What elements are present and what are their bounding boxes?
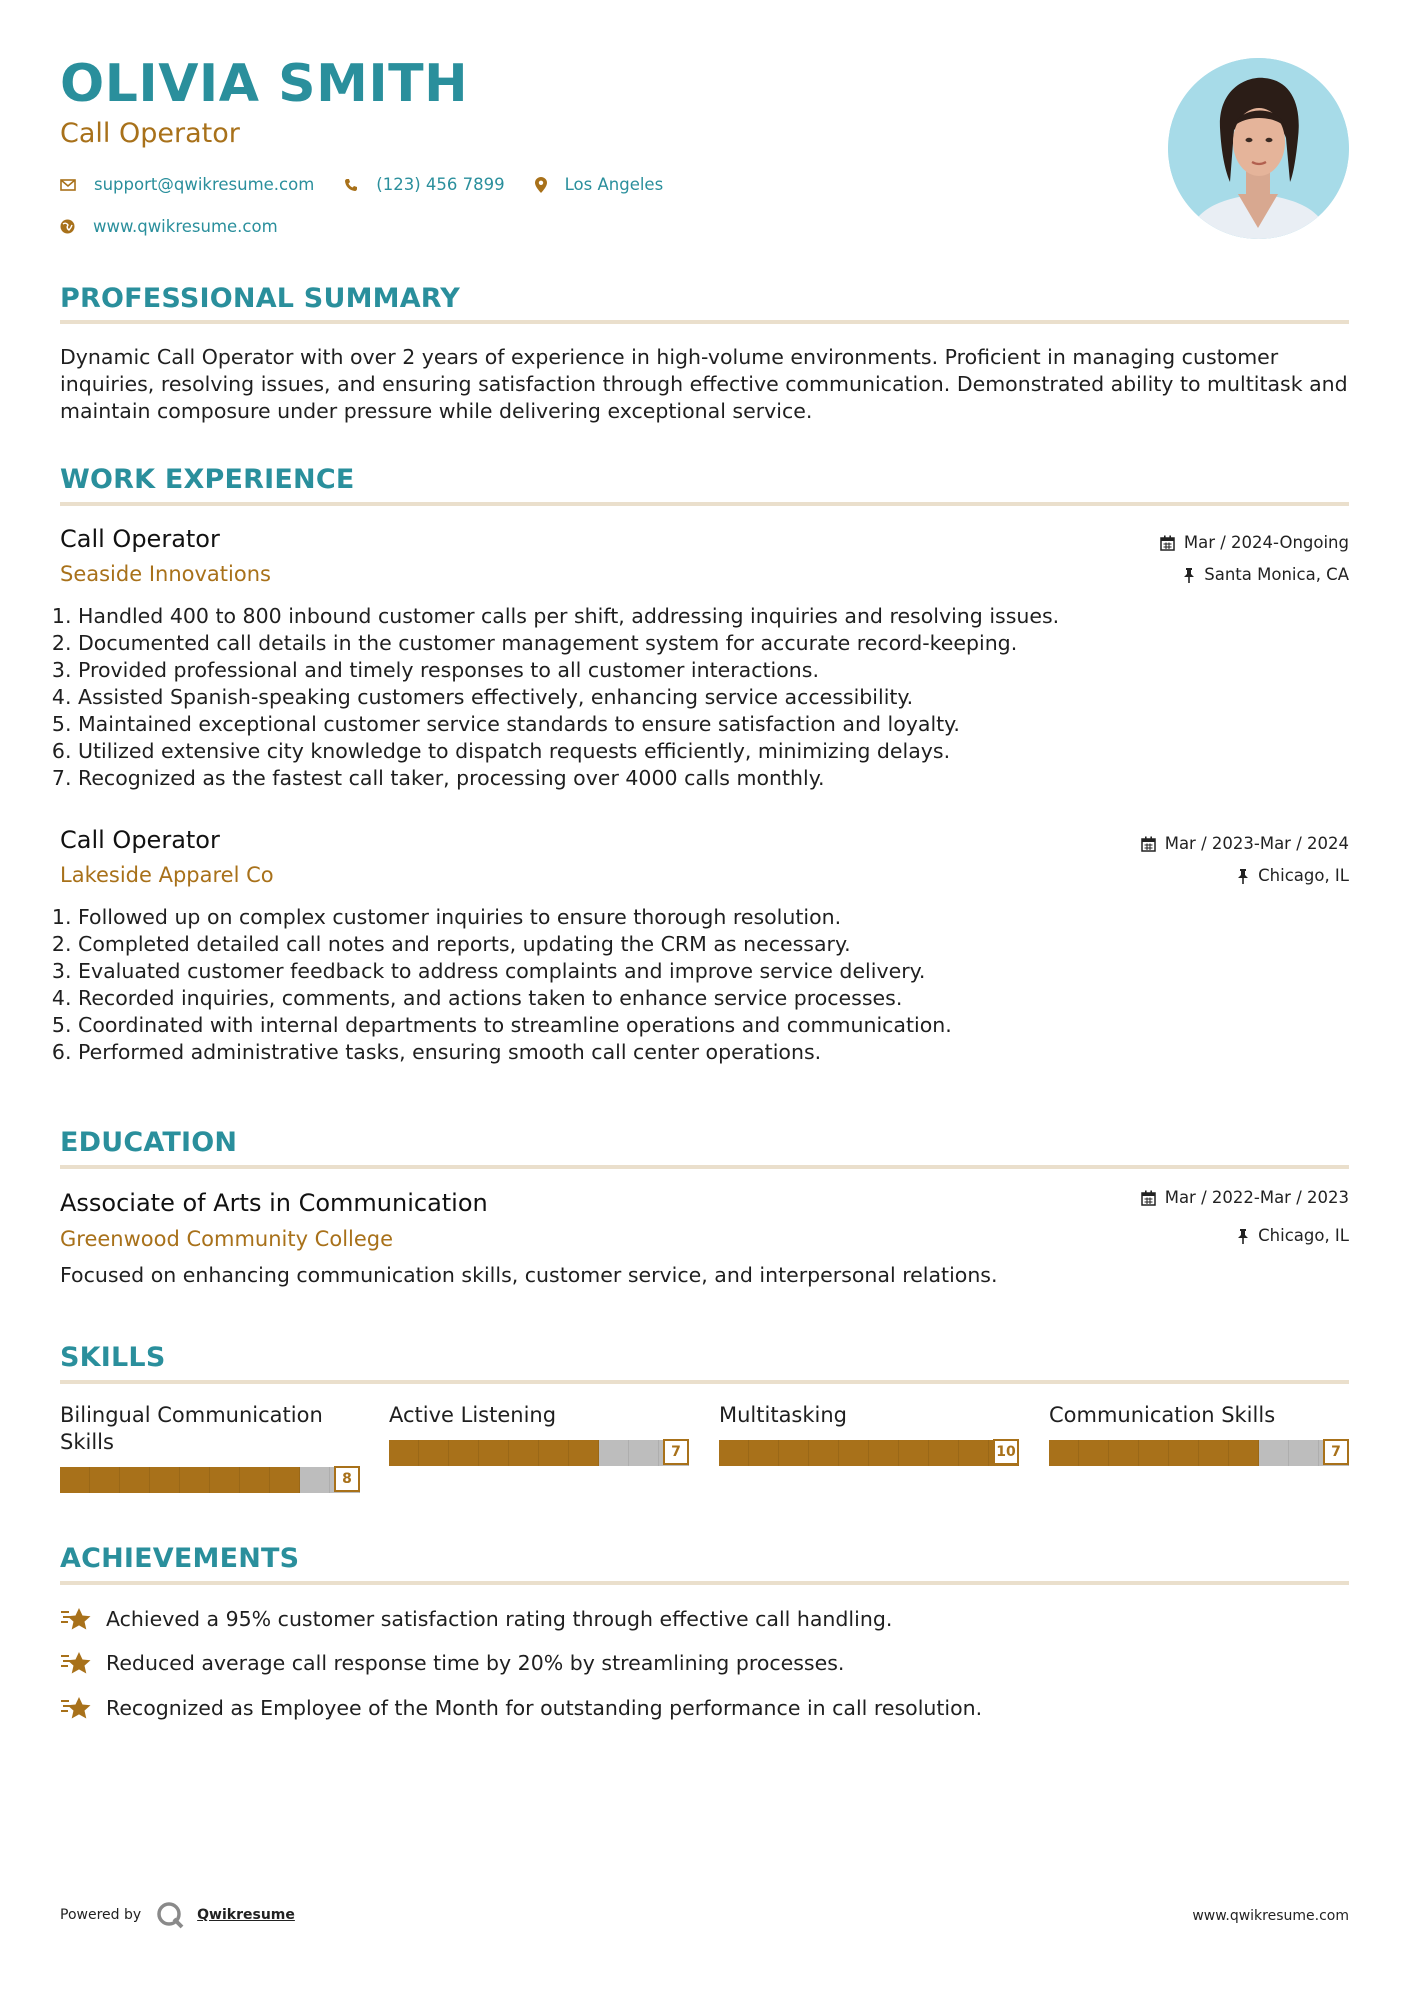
qwikresume-link[interactable]: Qwikresume (197, 1907, 295, 1923)
contact-row-1 (60, 175, 693, 194)
list-item: 4. Assisted Spanish-speaking customers effectively, enhancing service accessibility. (78, 684, 1338, 711)
skill-score: 8 (334, 1466, 360, 1492)
skill-segments (389, 1440, 689, 1466)
star-icon (60, 1650, 92, 1676)
skills-divider (60, 1380, 1349, 1384)
contact-phone[interactable] (344, 175, 504, 194)
education-dates-text: Mar / 2022-Mar / 2023 (1164, 1188, 1349, 1207)
education-location-text: Chicago, IL (1258, 1226, 1349, 1245)
map-pin-icon (535, 177, 547, 193)
list-item: 2. Completed detailed call notes and reports, updating the CRM as necessary. (78, 931, 1338, 958)
experience-heading: WORK EXPERIENCE (60, 464, 355, 495)
job-1-dates (1160, 535, 1349, 552)
calendar-icon (1141, 836, 1156, 852)
avatar-portrait (1168, 58, 1349, 239)
skill-communication (1049, 1402, 1349, 1429)
degree-title: Associate of Arts in Communication (60, 1189, 488, 1217)
education-description: Focused on enhancing communication skills, customer service, and interpersonal relations. (60, 1263, 998, 1287)
skill-bar-active-listening (389, 1440, 689, 1470)
job-1-company: Seaside Innovations (60, 562, 271, 586)
list-item: 2. Documented call details in the customer management system for accurate record-keeping. (78, 630, 1338, 657)
candidate-name: OLIVIA SMITH (60, 54, 469, 114)
job-2-location-text: Chicago, IL (1258, 866, 1349, 885)
website-text: www.qwikresume.com (93, 217, 278, 236)
achievement-text: Achieved a 95% customer satisfaction rating through effective call handling. (106, 1607, 893, 1631)
skill-score: 7 (1323, 1439, 1349, 1465)
school-name: Greenwood Community College (60, 1227, 394, 1251)
globe-icon (60, 219, 75, 234)
list-item: 6. Utilized extensive city knowledge to dispatch requests efficiently, minimizing delays. (78, 738, 1338, 765)
job-2-dates (1141, 836, 1349, 853)
skill-multitasking (719, 1402, 1019, 1429)
contact-email[interactable] (60, 175, 314, 194)
profile-photo (1168, 58, 1349, 239)
phone-icon (344, 178, 358, 192)
job-1-bullets (60, 603, 1338, 792)
star-icon (60, 1695, 92, 1721)
achievement-item (60, 1606, 892, 1632)
contact-website[interactable] (60, 217, 278, 236)
job-2-dates-text: Mar / 2023-Mar / 2024 (1164, 834, 1349, 853)
footer-powered-by (60, 1900, 295, 1930)
skill-active-listening (389, 1402, 689, 1429)
job-2-location (1237, 868, 1349, 885)
contact-location (535, 175, 664, 194)
education-dates (1141, 1190, 1349, 1207)
education-heading: EDUCATION (60, 1127, 238, 1158)
job-1-location-text: Santa Monica, CA (1204, 565, 1349, 584)
achievement-text: Reduced average call response time by 20% by streamlining processes. (106, 1651, 845, 1675)
calendar-icon (1160, 535, 1175, 551)
candidate-title: Call Operator (60, 118, 240, 149)
list-item: 7. Recognized as the fastest call taker, processing over 4000 calls monthly. (78, 765, 1338, 792)
job-2-bullets (60, 904, 1338, 1066)
skill-bar-communication (1049, 1440, 1349, 1470)
summary-heading: PROFESSIONAL SUMMARY (60, 283, 461, 314)
achievements-heading: ACHIEVEMENTS (60, 1543, 300, 1574)
list-item: 5. Coordinated with internal departments to streamline operations and communication. (78, 1012, 1338, 1039)
list-item: 3. Provided professional and timely responses to all customer interactions. (78, 657, 1338, 684)
skill-name: Active Listening (389, 1403, 557, 1427)
calendar-icon (1141, 1190, 1156, 1206)
pin-icon (1183, 568, 1195, 583)
star-icon (60, 1606, 92, 1632)
achievement-text: Recognized as Employee of the Month for outstanding performance in call resolution. (106, 1696, 983, 1720)
skill-bilingual-communication (60, 1402, 360, 1456)
summary-text: Dynamic Call Operator with over 2 years of experience in high-volume environments. Proficient in managing customer inquiries, resolving issues, and ensuring satisfaction through effective communication. Demonstrated ability to multitask and maintain composure under pressure while delivering exceptional service. (60, 345, 1348, 423)
experience-divider (60, 502, 1349, 506)
job-1-dates-text: Mar / 2024-Ongoing (1183, 533, 1349, 552)
skill-name: Multitasking (719, 1403, 848, 1427)
achievement-item (60, 1695, 982, 1721)
achievements-divider (60, 1581, 1349, 1585)
job-1-title: Call Operator (60, 525, 220, 553)
skill-bar-multitasking (719, 1440, 1019, 1470)
skill-name: Bilingual Communication Skills (60, 1403, 323, 1454)
qwikresume-logo-icon (155, 1900, 187, 1930)
list-item: 3. Evaluated customer feedback to address complaints and improve service delivery. (78, 958, 1338, 985)
location-text: Los Angeles (564, 175, 664, 194)
skill-bar-bilingual (60, 1467, 360, 1497)
powered-by-label: Powered by (60, 1907, 142, 1923)
list-item: 5. Maintained exceptional customer service standards to ensure satisfaction and loyalty. (78, 711, 1338, 738)
skill-score: 7 (663, 1439, 689, 1465)
email-text: support@qwikresume.com (94, 175, 315, 194)
education-location (1237, 1228, 1349, 1245)
list-item: 4. Recorded inquiries, comments, and actions taken to enhance service processes. (78, 985, 1338, 1012)
skill-score: 10 (993, 1439, 1019, 1465)
job-2-company: Lakeside Apparel Co (60, 863, 274, 887)
list-item: 1. Followed up on complex customer inquiries to ensure thorough resolution. (78, 904, 1338, 931)
skills-heading: SKILLS (60, 1342, 166, 1373)
pin-icon (1237, 869, 1249, 884)
envelope-icon (60, 179, 76, 191)
job-2-title: Call Operator (60, 826, 220, 854)
achievement-item (60, 1650, 844, 1676)
footer-website[interactable]: www.qwikresume.com (1192, 1908, 1349, 1924)
pin-icon (1237, 1229, 1249, 1244)
job-1-location (1183, 567, 1349, 584)
contact-row-2 (60, 217, 308, 236)
list-item: 6. Performed administrative tasks, ensuring smooth call center operations. (78, 1039, 1338, 1066)
skill-segments (60, 1467, 360, 1493)
skill-name: Communication Skills (1049, 1403, 1276, 1427)
education-divider (60, 1165, 1349, 1169)
list-item: 1. Handled 400 to 800 inbound customer calls per shift, addressing inquiries and resolving issues. (78, 603, 1338, 630)
resume-page (60, 0, 1349, 1990)
skill-segments (1049, 1440, 1349, 1466)
summary-divider (60, 320, 1349, 324)
skill-segments (719, 1440, 1019, 1466)
phone-text: (123) 456 7899 (376, 175, 505, 194)
